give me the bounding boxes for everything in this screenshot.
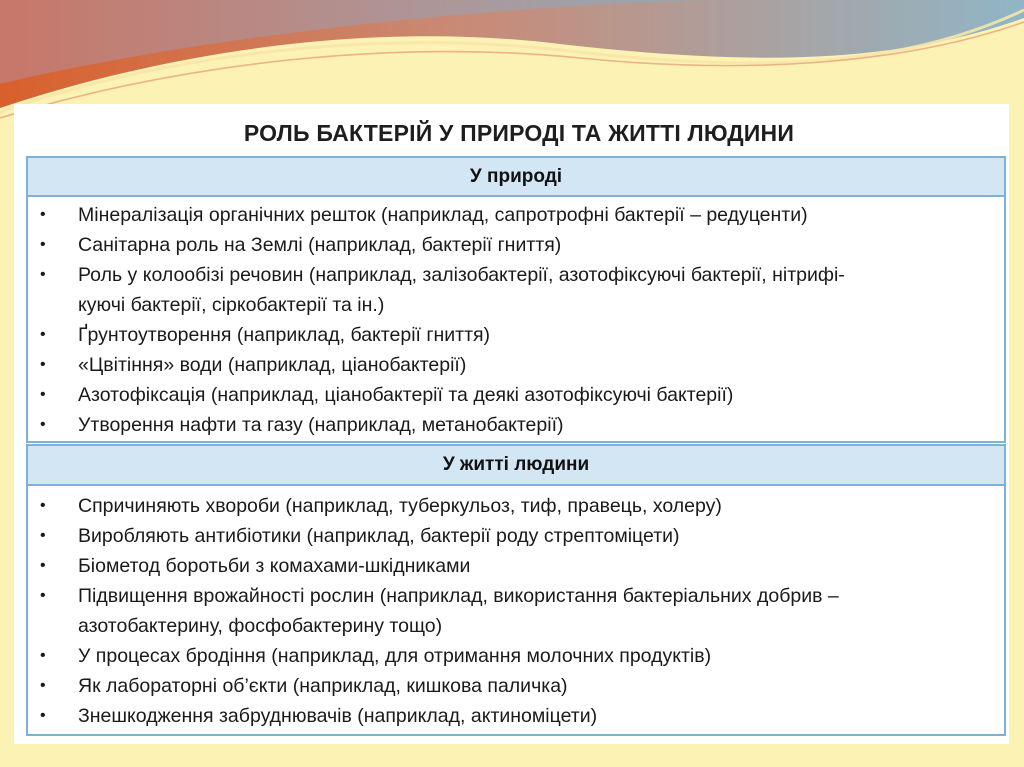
list-item: • У процесах бродіння (наприклад, для отримання молочних продуктів) <box>28 641 1004 671</box>
list-item: • Виробляють антибіотики (наприклад, бактерії роду стрептоміцети) <box>28 521 1004 551</box>
bullet-icon: • <box>40 236 46 253</box>
list-item: • Спричиняють хвороби (наприклад, туберкульоз, тиф, правець, холеру) <box>28 491 1004 521</box>
list-item: • Утворення нафти та газу (наприклад, метанобактерії) <box>28 410 1004 440</box>
bullet-icon: • <box>40 497 46 514</box>
bullet-icon: • <box>40 527 46 544</box>
human-life-list <box>28 491 1004 731</box>
section-body-nature <box>26 197 1006 443</box>
bullet-icon: • <box>40 356 46 373</box>
bullet-icon: • <box>40 206 46 223</box>
bullet-icon: • <box>40 416 46 433</box>
bullet-icon: • <box>40 266 46 283</box>
bullet-icon: • <box>40 557 46 574</box>
list-item: • Знешкодження забруднювачів (наприклад, актиноміцети) <box>28 701 1004 731</box>
list-item: • «Цвітіння» води (наприклад, ціанобактерії) <box>28 350 1004 380</box>
list-item: • Ґрунтоутворення (наприклад, бактерії гниття) <box>28 320 1004 350</box>
bullet-icon: • <box>40 647 46 664</box>
list-item: • Мінералізація органічних решток (наприклад, сапротрофні бактерії – редуценти) <box>28 200 1004 230</box>
list-item: • Роль у колообізі речовин (наприклад, залізобактерії, азотофіксуючі бактерії, нітрифі- куючі бактерії, сіркобактерії та ін.) <box>28 260 1004 320</box>
list-item: • Санітарна роль на Землі (наприклад, бактерії гниття) <box>28 230 1004 260</box>
bullet-icon: • <box>40 707 46 724</box>
section-header-human-life: У житті людини <box>26 444 1006 486</box>
section-body-human-life <box>26 486 1006 736</box>
list-item: • Азотофіксація (наприклад, ціанобактерії та деякі азотофіксуючі бактерії) <box>28 380 1004 410</box>
bullet-icon: • <box>40 326 46 343</box>
section-header-nature: У природі <box>26 156 1006 197</box>
list-item: • Біометод боротьби з комахами-шкідниками <box>28 551 1004 581</box>
bacteria-roles-card <box>14 104 1009 744</box>
bullet-icon: • <box>40 677 46 694</box>
nature-list <box>28 200 1004 440</box>
list-item: • Як лабораторні об’єкти (наприклад, кишкова паличка) <box>28 671 1004 701</box>
bullet-icon: • <box>40 386 46 403</box>
list-item: • Підвищення врожайності рослин (наприклад, використання бактеріальних добрив – азотобактерину, фосфобактерину тощо) <box>28 581 1004 641</box>
table-title: РОЛЬ БАКТЕРІЙ У ПРИРОДІ ТА ЖИТТІ ЛЮДИНИ <box>243 120 795 146</box>
bullet-icon: • <box>40 587 46 604</box>
